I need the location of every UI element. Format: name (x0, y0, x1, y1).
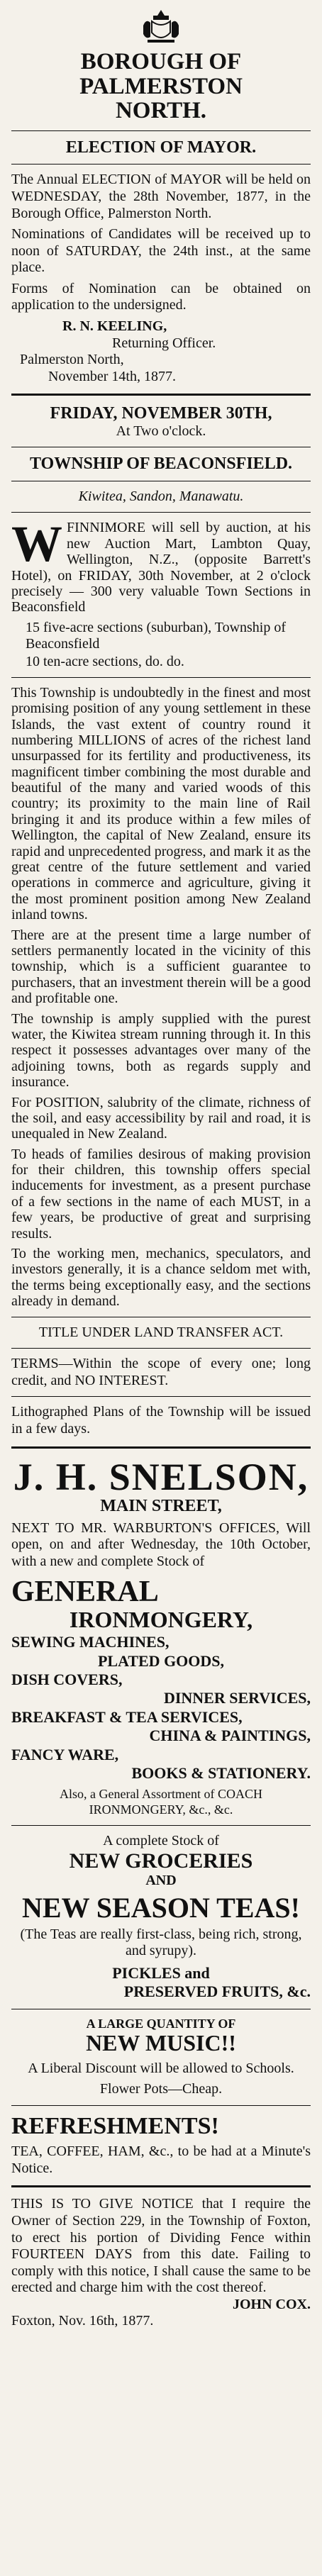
royal-coat-of-arms-icon (139, 6, 183, 47)
election-notice (11, 6, 311, 385)
divider (11, 164, 311, 165)
notice-footer: Foxton, Nov. 16th, 1877. (11, 2313, 154, 2329)
officer-title: Returning Officer. (112, 335, 216, 351)
preserved-line: PRESERVED FRUITS, &c. (123, 1983, 311, 2001)
notice-signature: JOHN COX. (233, 2296, 311, 2312)
fence-notice (11, 2196, 311, 2330)
refreshments-description: TEA, COFFEE, HAM, &c., to be had at a Minute's Notice. (11, 2143, 311, 2176)
complete-stock-line: A complete Stock of (103, 1832, 219, 1849)
divider (11, 512, 311, 513)
election-paragraph-2: Nominations of Candidates will be received up to noon of SATURDAY, the 24th inst., at the same place. (11, 226, 311, 276)
dropcap-letter: W (11, 515, 62, 573)
lot-item: 15 five-acre sections (suburban), Township of Beaconsfield (26, 619, 287, 652)
section-divider (11, 1446, 311, 1449)
divider (11, 1396, 311, 1397)
election-paragraph-1: The Annual ELECTION of MAYOR will be held on WEDNESDAY, the 28th November, 1877, in the Borough Office, Palmerston North. (11, 172, 311, 221)
merch-item: PLATED GOODS, (97, 1651, 225, 1670)
merch-item: BREAKFAST & TEA SERVICES, (11, 1707, 243, 1726)
groceries-heading: NEW GROCERIES (69, 1849, 253, 1873)
sale-paragraph-2: This Township is undoubtedly in the finest and most promising position of any young settlement in these Islands, the vast extent of country round it numbering MILLIONS of acres of the richest land unsurpassed for its fertility and productiveness, its magnificent timber combining the most durable and beautiful of the many and varied woods of this country; its proximity to the main line of Rail bringing it and its produce within a few miles of Wellington, the capital of New Zealand, ensure its rapid and unprecedented progress, and mark it as the great centre of the future settlement and varied operations in commerce and agriculture, giving it the most prominent position among New Zealand inland towns. (11, 684, 311, 923)
fence-notice-text: THIS IS TO GIVE NOTICE that I require the Owner of Section 229, in the Township of Foxton, to erect his portion of Dividing Fence within FOURTEEN DAYS from this date. Failing to comply with this notice, I shall cause the same to be erected and charge him with the cost thereof. (11, 2196, 311, 2296)
merch-item: CHINA & PAINTINGS, (149, 1727, 311, 1745)
refreshments-heading: REFRESHMENTS! (11, 2112, 219, 2139)
sale-plans: Lithographed Plans of the Township will be issued in a few days. (11, 1404, 311, 1437)
lot-list (26, 620, 311, 670)
borough-title-line2: NORTH. (115, 98, 207, 124)
township-title: TOWNSHIP OF BEACONSFIELD. (29, 455, 293, 474)
snelson-advertisement (11, 1457, 311, 2178)
officer-signoff (11, 318, 311, 385)
sale-paragraph-5: For POSITION, salubrity of the climate, richness of the soil, and easy accessibility by rail and road, it is unequaled in New Zealand. (11, 1094, 311, 1142)
divider (11, 2105, 311, 2106)
divider (11, 1825, 311, 1826)
section-divider (11, 2185, 311, 2187)
merchant-intro: NEXT TO MR. WARBURTON'S OFFICES, Will open, on and after Wednesday, the 10th October, with a new and complete Stock of (11, 1520, 311, 1569)
sale-paragraph-1 (11, 515, 311, 615)
schools-discount: A Liberal Discount will be allowed to Schools. (28, 2060, 294, 2076)
sale-paragraph-6: To heads of families desirous of making provision for their children, this township offers special inducements for investment, as a present purchase of a few sections in the name of each MUST, in a few years, be productive of great and surprising results. (11, 1146, 311, 1242)
merch-item: SEWING MACHINES, (11, 1633, 170, 1651)
title-under-act: TITLE UNDER LAND TRANSFER ACT. (38, 1324, 284, 1340)
beaconsfield-sale-notice (11, 404, 311, 1437)
merch-item: FANCY WARE, (11, 1745, 119, 1763)
signoff-place: Palmerston North, (20, 352, 124, 368)
signoff-date: November 14th, 1877. (48, 368, 176, 384)
officer-name: R. N. KEELING, (62, 318, 167, 335)
merchandise-list (11, 1633, 311, 1783)
music-heading: NEW MUSIC!! (86, 2030, 236, 2056)
merch-item: BOOKS & STATIONERY. (131, 1763, 311, 1782)
and-line: AND (145, 1873, 177, 1889)
merchant-street: MAIN STREET, (100, 1497, 222, 1516)
sale-paragraph-4: The township is amply supplied with the purest water, the Kiwitea stream running through it. In this respect it possesses advantages over many of the adjoining towns, both as regards supply and insurance. (11, 1010, 311, 1091)
election-subtitle: ELECTION OF MAYOR. (65, 138, 257, 157)
sale-terms: TERMS—Within the scope of every one; long credit, and NO INTEREST. (11, 1356, 311, 1388)
sale-date-line: FRIDAY, NOVEMBER 30TH, (50, 404, 272, 423)
pickles-line: PICKLES and (112, 1963, 210, 1982)
teas-description: (The Teas are really first-class, being rich, strong, and syrupy). (20, 1926, 302, 1959)
flower-pots-line: Flower Pots—Cheap. (99, 2081, 223, 2097)
section-divider (11, 394, 311, 396)
divider (11, 130, 311, 131)
sale-paragraph-7: To the working men, mechanics, speculators, and investors generally, it is a chance seldom met with, the terms being exceptionally easy, and the sections already in demand. (11, 1246, 311, 1310)
election-paragraph-3: Forms of Nomination can be obtained on application to the undersigned. (11, 280, 311, 313)
divider (11, 1348, 311, 1349)
coach-ironmongery-line: Also, a General Assortment of COACH IRONMONGERY, &c., &c. (60, 1787, 262, 1817)
merch-item: DISH COVERS, (11, 1671, 123, 1688)
merchant-name: J. H. SNELSON, (13, 1455, 309, 1498)
merch-item: DINNER SERVICES, (163, 1689, 311, 1707)
sale-paragraph-3: There are at the present time a large number of settlers permanently located in the vicinity of this township, which is a sufficient guarantee to purchasers, that an investment therein will be a good and profitable one. (11, 927, 311, 1007)
lot-item: 10 ten-acre sections, do. do. (26, 653, 184, 669)
borough-title-line1: BOROUGH OF PALMERSTON (79, 49, 243, 99)
divider (11, 677, 311, 678)
sale-paragraph-1-text: FINNIMORE will sell by auction, at his new Auction Mart, Lambton Quay, Wellington, N.Z., (opposite Barrett's Hotel), on FRIDAY, 30th November, at 2 o'clock precisely — 300 very valuable Town Sections in Beaconsfield (11, 520, 311, 615)
general-heading: GENERAL (11, 1576, 159, 1609)
teas-heading: NEW SEASON TEAS! (22, 1891, 300, 1924)
ironmongery-heading: IRONMONGERY, (69, 1607, 253, 1633)
sale-time-line: At Two o'clock. (116, 423, 206, 439)
sale-locality: Kiwitea, Sandon, Manawatu. (78, 488, 244, 504)
quantity-line: A LARGE QUANTITY OF (86, 2016, 236, 2031)
